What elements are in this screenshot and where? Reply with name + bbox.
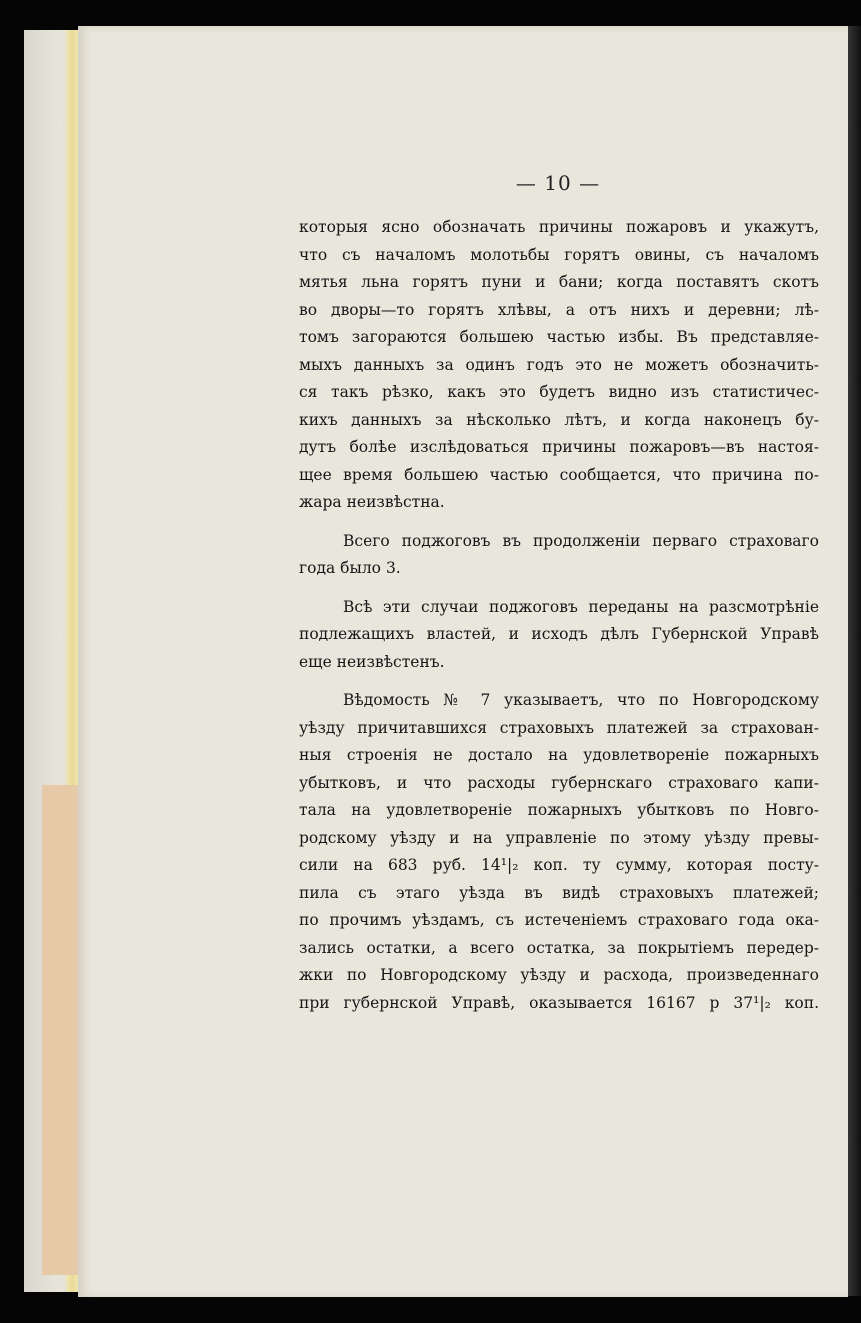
- paragraph: [299, 214, 819, 517]
- text-line: мятья льна горятъ пуни и бани; когда поставятъ скотъ: [299, 273, 819, 291]
- text-line: жара неизвѣстна.: [299, 493, 445, 511]
- paper-strip: [42, 785, 78, 1275]
- text-line: еще неизвѣстенъ.: [299, 652, 445, 671]
- text-line: жки по Новгородскому уѣзду и расхода, произведеннаго: [299, 966, 819, 984]
- text-line: во дворы—то горятъ хлѣвы, а отъ нихъ и деревни; лѣ-: [299, 300, 819, 319]
- text-line: по прочимъ уѣздамъ, съ истеченіемъ страховаго года ока-: [299, 911, 819, 929]
- text-line: уѣзду причитавшихся страховыхъ платежей за страхован-: [299, 718, 819, 737]
- text-line: родскому уѣзду и на управленіе по этому уѣзду превы-: [299, 828, 819, 847]
- paragraph: [299, 594, 819, 677]
- text-line: ныя строенія не достало на удовлетвореніе пожарныхъ: [299, 746, 819, 764]
- text-line: что съ началомъ молотьбы горятъ овины, съ началомъ: [299, 245, 819, 264]
- text-line: подлежащихъ властей, и исходъ дѣлъ Губернской Управѣ: [299, 625, 819, 643]
- dark-margin: [846, 26, 861, 1296]
- text-line: года было 3.: [299, 559, 401, 577]
- text-line: Всего поджоговъ въ продолженіи перваго страховаго: [343, 531, 819, 550]
- body-text: [299, 214, 819, 1017]
- text-line: Вѣдомость № 7 указываетъ, что по Новгородскому: [343, 691, 819, 709]
- page-number: — 10 —: [515, 171, 601, 195]
- text-line: мыхъ данныхъ за одинъ годъ это не можетъ обозначить-: [299, 355, 819, 374]
- text-line: убытковъ, и что расходы губернскаго страховаго капи-: [299, 773, 819, 792]
- text-line: щее время большею частью сообщается, что причина по-: [299, 465, 819, 484]
- paragraph: [299, 528, 819, 583]
- text-line: которыя ясно обозначать причины пожаровъ и укажутъ,: [299, 218, 819, 236]
- text-line: зались остатки, а всего остатка, за покрытіемъ передер-: [299, 938, 819, 957]
- paragraph: [299, 687, 819, 1017]
- text-line: тала на удовлетвореніе пожарныхъ убытковъ по Новго-: [299, 801, 819, 819]
- text-line: ся такъ рѣзко, какъ это будетъ видно изъ статистичес-: [299, 383, 819, 401]
- text-line: кихъ данныхъ за нѣсколько лѣтъ, и когда наконецъ бу-: [299, 410, 819, 429]
- text-line: при губернской Управѣ, оказывается 16167 р 37¹|₂ коп.: [299, 993, 819, 1012]
- text-line: дутъ болѣе изслѣдоваться причины пожаровъ—въ настоя-: [299, 438, 819, 456]
- text-line: сили на 683 руб. 14¹|₂ коп. ту сумму, которая посту-: [299, 856, 819, 874]
- text-line: томъ загораются большею частью избы. Въ представляе-: [299, 328, 819, 346]
- text-line: Всѣ эти случаи поджоговъ переданы на разсмотрѣніе: [343, 597, 819, 616]
- text-line: пила съ этаго уѣзда въ видѣ страховыхъ платежей;: [299, 883, 819, 902]
